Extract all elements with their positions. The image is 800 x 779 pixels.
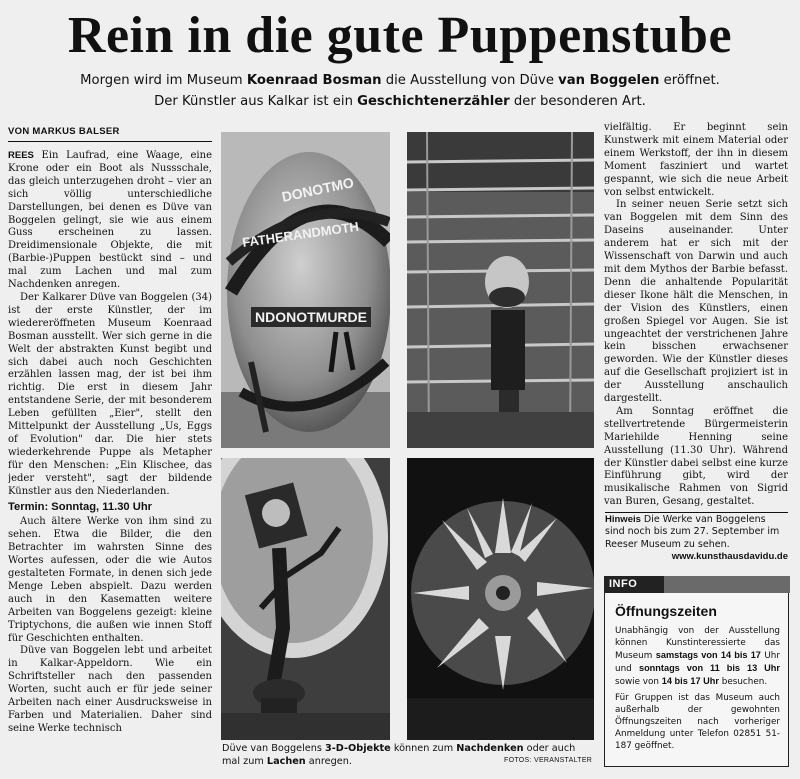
dateline: REES: [8, 150, 34, 161]
egg-text-2: FATHERANDMOTH: [241, 218, 360, 250]
subhead-line-1: Morgen wird im Museum Koenraad Bosman die Ausstellung von Düve van Boggelen eröffnet.: [80, 73, 720, 88]
egg-text-1: DONOTMO: [280, 174, 356, 205]
photo-egg-sculpture: [221, 132, 390, 448]
headline: Rein in die gute Puppenstube: [67, 7, 733, 64]
paragraph-2: Der Kalkarer Düve van Boggelen (34) ist der erste Künstler, der im wiedereröffneten Museum Koenraad Bosman ausstellt. Wer sich gerne in die Welt der abstrakten Kunst begibt und sich dabei auch noch Geschichten erzählen lassen mag, der ist bei ihm richtig. Die erst in diesem Jahr entstandene Serie, der mit besonderem Leben gefüllten „Eier", stellt den Mittelpunkt der Ausstellung „Us, Eggs of Evolution" dar. Die hier stets wiederkehrende Puppe als Metapher für den Menschen: „Ein Klischee, das jeder versteht", sagt der bildende Künstler aus den Niederlanden.: [8, 291, 212, 497]
photo-spiked-wheel: [407, 458, 594, 740]
info-paragraph-1: Unabhängig von der Ausstellung können Kunstinteressierte das Museum samstags von 14 bis 17 Uhr und sonntags von 11 bis 13 Uhr sowie von 14 bis 17 Uhr besuchen.: [615, 626, 780, 687]
info-box: [604, 576, 789, 767]
subheading-termin: Termin: Sonntag, 11.30 Uhr: [8, 501, 153, 514]
paragraph-1: REES Ein Laufrad, eine Waage, eine Krone oder ein Boot als Nussschale, das gleich unterzugehen droht – vier an sich völlig unterschiedliche Darstellungen, bei denen es Düve van Boggelen gelingt, sie wie aus einem Guss erscheinen zu lassen. Dreidimensionale Objekte, die mit (Barbie-)Puppen bestückt sind – und mal zum Lachen und mal zum Nachdenken anregen.: [8, 150, 212, 291]
info-title: Öffnungszeiten: [615, 603, 717, 619]
paragraph-6: In seiner neuen Serie setzt sich van Boggelen mit dem Sinn des Daseins auseinander. Unter anderem hat er sich mit der Wissenschaft von Darwin und auch mit dem Mythos der Barbie befasst. Denn die anhaltende Popularität dieser Ikone hält die Menschen, in der Vision des Künstlers, einen großen Spiegel vor Augen. Sie ist ungeachtet der verstrichenen Jahre kein bisschen erwachsener geworden. Wie der Künstler dieses auf die Gesellschaft projiziert ist in der Ausstellung anschaulich dargestellt.: [604, 199, 788, 405]
info-tag: INFO: [604, 576, 664, 593]
paragraph-3: Auch ältere Werke von ihm sind zu sehen. Etwa die Bilder, die den Betrachter im wahrsten Sinne des Wortes aufessen, oder die wie Autos gestalteten Formate, in denen sich jede Menge Leben abspielt. Dazu werden auch in den Kasematten weitere Arbeiten van Boggelens gezeigt: kleine Triptychons, die außen wie innen Stoff für Geschichten enthalten.: [8, 516, 212, 644]
subhead-line-2: Der Künstler aus Kalkar ist ein Geschichtenerzähler der besonderen Art.: [154, 94, 646, 109]
info-paragraph-2: Für Gruppen ist das Museum auch außerhalb der gewohnten Öffnungszeiten nach vorheriger Anmeldung unter Telefon 02851 51-187 geöffnet.: [615, 693, 780, 751]
photo-puppet-cage: [407, 132, 594, 448]
website-link[interactable]: www.kunsthausdavidu.de: [671, 551, 788, 562]
article-column-3: [604, 122, 788, 510]
paragraph-7: Am Sonntag eröffnet die stellvertretende Bürgermeisterin Mariehilde Henning seine Ausstellung (11.30 Uhr). Während der Künstler dabei selbst eine kurze Einführung gibt, wird der musikalische Rahmen von Sigrid van Buren, Gesang, gestaltet.: [604, 405, 788, 508]
hinweis-divider: [605, 512, 788, 513]
photo-credit: FOTOS: VERANSTALTER: [504, 757, 593, 764]
photo-doll-on-stand: [221, 458, 390, 740]
byline-divider: [8, 141, 212, 142]
paragraph-5: vielfältig. Er beginnt sein Kunstwerk mit einem Material oder einem Werkstoff, der ihn in diesem Moment fasziniert und wartet gespannt, wie sich die neue Arbeit von selbst entwickelt.: [604, 122, 788, 198]
info-header-bar: [663, 576, 790, 593]
egg-text-3: NDONOTMURDE: [255, 309, 367, 325]
hinweis-label: Hinweis: [605, 514, 641, 525]
photo-caption: Düve van Boggelens 3-D-Objekte können zum Nachdenken oder auch mal zum Lachen anregen.: [222, 743, 576, 767]
byline: VON MARKUS BALSER: [8, 126, 120, 137]
paragraph-4: Düve van Boggelen lebt und arbeitet in Kalkar-Appeldorn. Wie ein Schriftsteller nach den passenden Worten, sucht auch er für jede seiner Arbeiten nach einer Ausdrucksweise in Farben und Materialien. Daher sind seine Werke technisch: [8, 645, 212, 734]
subheadline: [40, 70, 760, 112]
article-column-1: [8, 150, 212, 779]
hinweis-note: Hinweis Die Werke van Boggelens sind noch bis zum 27. September im Reeser Museum zu sehen.: [605, 514, 780, 550]
info-body: [615, 625, 780, 752]
